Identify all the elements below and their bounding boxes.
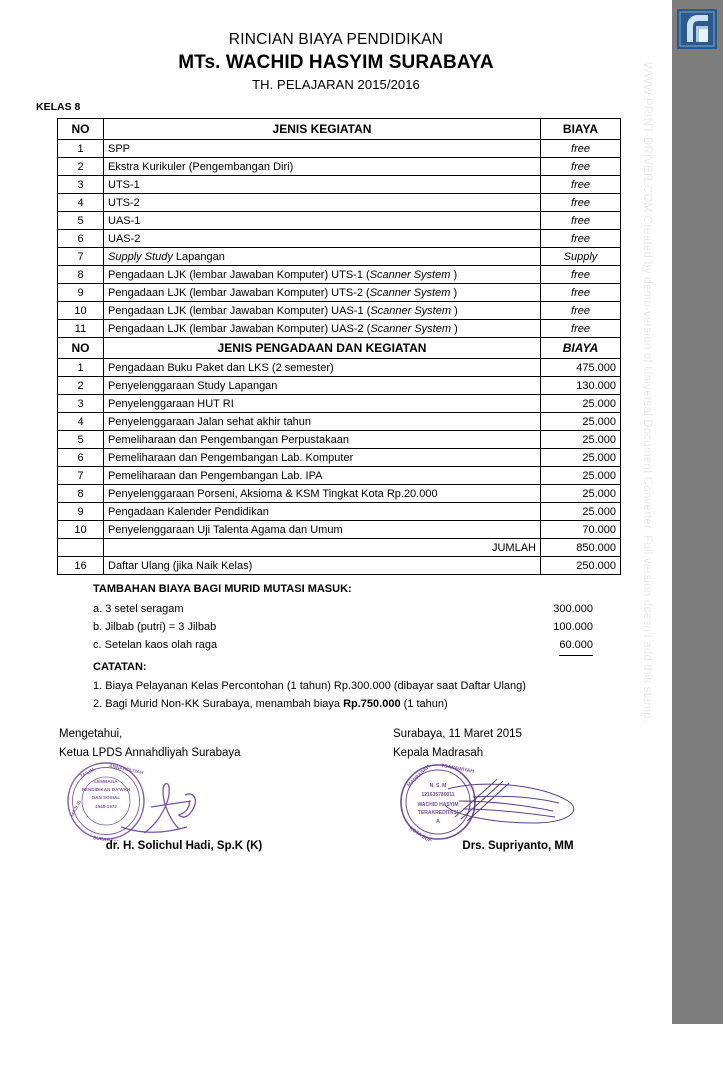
table-row xyxy=(58,212,621,230)
row-amount: free xyxy=(541,302,621,320)
row-description: Penyelenggaraan HUT RI xyxy=(104,395,541,413)
row-number: 2 xyxy=(58,158,104,176)
extra-fee-row xyxy=(93,618,593,636)
table-row xyxy=(58,431,621,449)
row-number: 9 xyxy=(58,284,104,302)
row-amount: Supply xyxy=(541,248,621,266)
fee-table xyxy=(57,118,621,575)
svg-text:A: A xyxy=(436,819,440,825)
row-amount: free xyxy=(541,194,621,212)
column-header-biaya: BIAYA xyxy=(541,338,621,359)
document-header xyxy=(0,0,672,94)
notes-title: CATATAN: xyxy=(93,661,147,673)
table-row xyxy=(58,467,621,485)
column-header-no: NO xyxy=(58,338,104,359)
row-amount: free xyxy=(541,284,621,302)
signature-left-line-2: Ketua LPDS Annahdliyah Surabaya xyxy=(59,747,241,759)
table-row xyxy=(58,158,621,176)
table-row xyxy=(58,557,621,575)
watermark-message: Created by demo-version of Universal Document Converter. Full version doesn't add this stamp. xyxy=(641,215,653,723)
table-row xyxy=(58,302,621,320)
row-description: UAS-2 xyxy=(104,230,541,248)
svg-text:MAJLIS: MAJLIS xyxy=(70,800,84,818)
table-row xyxy=(58,395,621,413)
svg-text:TERAKREDITASI: TERAKREDITASI xyxy=(417,810,459,816)
column-header-desc: JENIS KEGIATAN xyxy=(104,119,541,140)
row-description: Pemeliharaan dan Pengembangan Lab. IPA xyxy=(104,467,541,485)
table-row xyxy=(58,266,621,284)
table-row xyxy=(58,359,621,377)
svg-text:KOTA SURABAYA: KOTA SURABAYA xyxy=(407,825,447,841)
row-description: Penyelenggaraan Porseni, Aksioma & KSM Tingkat Kota Rp.20.000 xyxy=(104,485,541,503)
signature-right-line-2: Kepala Madrasah xyxy=(393,747,484,759)
table-row xyxy=(58,194,621,212)
row-amount: 25.000 xyxy=(541,413,621,431)
row-number: 9 xyxy=(58,503,104,521)
row-number: 3 xyxy=(58,176,104,194)
row-number: 10 xyxy=(58,302,104,320)
signature-block-right xyxy=(393,725,643,852)
row-number: 6 xyxy=(58,449,104,467)
row-number: 1 xyxy=(58,359,104,377)
row-number: 7 xyxy=(58,467,104,485)
watermark-url: WWW.PRINT-DRIVER.COM xyxy=(641,62,653,213)
row-description: SPP xyxy=(104,140,541,158)
row-description: UAS-1 xyxy=(104,212,541,230)
row-number: 11 xyxy=(58,320,104,338)
svg-text:N. S. M: N. S. M xyxy=(429,783,447,789)
note-2-text-a: 2. Bagi Murid Non-KK Surabaya, menambah biaya xyxy=(93,698,344,710)
extra-fee-amount: 300.000 xyxy=(553,603,593,615)
svg-text:WACHID HASYIM: WACHID HASYIM xyxy=(417,802,459,808)
column-header-biaya: BIAYA xyxy=(541,119,621,140)
table-row xyxy=(58,521,621,539)
extra-fee-amount: 60.000 xyxy=(559,636,593,656)
signature-block-left xyxy=(59,725,309,852)
class-label: KELAS 8 xyxy=(36,101,81,113)
row-description: Penyelenggaraan Uji Talenta Agama dan Umum xyxy=(104,521,541,539)
row-amount: free xyxy=(541,176,621,194)
table-header-row-1 xyxy=(58,119,621,140)
table-row xyxy=(58,449,621,467)
row-description: Penyelenggaraan Study Lapangan xyxy=(104,377,541,395)
row-amount: 130.000 xyxy=(541,377,621,395)
official-stamp-left xyxy=(59,761,309,841)
row-description: Pengadaan LJK (lembar Jawaban Komputer) UTS-2 (Scanner System ) xyxy=(104,284,541,302)
row-number: 8 xyxy=(58,485,104,503)
row-number: 8 xyxy=(58,266,104,284)
row-description: Daftar Ulang (jika Naik Kelas) xyxy=(104,557,541,575)
row-description: Pengadaan Buku Paket dan LKS (2 semester) xyxy=(104,359,541,377)
extra-fee-row xyxy=(93,600,593,618)
row-amount: 475.000 xyxy=(541,359,621,377)
row-number: 10 xyxy=(58,521,104,539)
row-description: Pemeliharaan dan Pengembangan Lab. Komputer xyxy=(104,449,541,467)
signature-left-line-1: Mengetahui, xyxy=(59,728,123,740)
svg-text:1948-1972: 1948-1972 xyxy=(95,804,117,809)
extra-fee-label: b. Jilbab (putri) = 3 Jilbab xyxy=(93,621,217,633)
header-line-3: TH. PELAJARAN 2015/2016 xyxy=(252,77,420,92)
table-row xyxy=(58,485,621,503)
row-description: Ekstra Kurikuler (Pengembangan Diri) xyxy=(104,158,541,176)
total-label: JUMLAH xyxy=(104,539,541,557)
row-description: Pengadaan LJK (lembar Jawaban Komputer) UAS-2 (Scanner System ) xyxy=(104,320,541,338)
row-amount: 25.000 xyxy=(541,467,621,485)
official-stamp-right xyxy=(393,761,643,841)
table-row xyxy=(58,140,621,158)
note-2-amount: Rp.750.000 xyxy=(343,698,401,710)
extra-fees-block xyxy=(93,583,593,713)
table-row xyxy=(58,230,621,248)
row-amount: 25.000 xyxy=(541,449,621,467)
table-header-row-2 xyxy=(58,338,621,359)
row-number: 3 xyxy=(58,395,104,413)
table-row xyxy=(58,503,621,521)
row-number: 5 xyxy=(58,212,104,230)
table-row xyxy=(58,377,621,395)
extra-fee-row xyxy=(93,636,593,656)
table-row xyxy=(58,176,621,194)
row-amount: free xyxy=(541,158,621,176)
total-row-number xyxy=(58,539,104,557)
header-line-2: MTs. WACHID HASYIM SURABAYA xyxy=(178,52,494,73)
row-amount: free xyxy=(541,212,621,230)
svg-text:TSANAWIYAH: TSANAWIYAH xyxy=(440,763,475,775)
svg-text:DAN SOSIAL: DAN SOSIAL xyxy=(91,795,121,800)
row-amount: 250.000 xyxy=(541,557,621,575)
row-description: Pengadaan Kalender Pendidikan xyxy=(104,503,541,521)
row-number: 1 xyxy=(58,140,104,158)
row-number: 16 xyxy=(58,557,104,575)
signature-left-name: dr. H. Solichul Hadi, Sp.K (K) xyxy=(105,840,263,852)
row-amount: free xyxy=(541,320,621,338)
table-row xyxy=(58,284,621,302)
table-row xyxy=(58,248,621,266)
column-header-desc: JENIS PENGADAAN DAN KEGIATAN xyxy=(104,338,541,359)
row-amount: free xyxy=(541,140,621,158)
row-description: UTS-1 xyxy=(104,176,541,194)
row-description: Penyelenggaraan Jalan sehat akhir tahun xyxy=(104,413,541,431)
extra-fee-label: a. 3 setel seragam xyxy=(93,603,184,615)
note-item-2 xyxy=(93,695,593,713)
row-number: 4 xyxy=(58,413,104,431)
svg-text:TA'LIM: TA'LIM xyxy=(79,768,96,780)
row-amount: 25.000 xyxy=(541,485,621,503)
signature-right-line-1: Surabaya, 11 Maret 2015 xyxy=(393,728,522,740)
svg-text:MADRASAH: MADRASAH xyxy=(406,763,432,789)
row-number: 4 xyxy=(58,194,104,212)
svg-text:LEMBAGA: LEMBAGA xyxy=(94,779,118,784)
row-amount: 70.000 xyxy=(541,521,621,539)
signature-area xyxy=(0,725,672,865)
svg-text:PENDIDIKAN DA'WAH: PENDIDIKAN DA'WAH xyxy=(81,787,131,792)
row-amount: 25.000 xyxy=(541,503,621,521)
extra-fee-amount: 100.000 xyxy=(553,621,593,633)
column-header-no: NO xyxy=(58,119,104,140)
header-line-1: RINCIAN BIAYA PENDIDIKAN xyxy=(228,31,444,48)
row-number: 7 xyxy=(58,248,104,266)
svg-text:121635780011: 121635780011 xyxy=(421,792,455,798)
note-2-text-c: (1 tahun) xyxy=(400,698,448,710)
row-number: 6 xyxy=(58,230,104,248)
svg-text:ANNAHDLIYAH: ANNAHDLIYAH xyxy=(108,764,144,777)
udc-logo-icon xyxy=(677,9,717,49)
row-description: Supply Study Lapangan xyxy=(104,248,541,266)
row-description: Pemeliharaan dan Pengembangan Perpustakaan xyxy=(104,431,541,449)
table-row xyxy=(58,320,621,338)
total-row xyxy=(58,539,621,557)
svg-text:SURABAYA: SURABAYA xyxy=(92,836,120,841)
extra-fee-label: c. Setelan kaos olah raga xyxy=(93,639,218,651)
table-row xyxy=(58,413,621,431)
row-amount: 25.000 xyxy=(541,395,621,413)
row-amount: free xyxy=(541,266,621,284)
total-amount: 850.000 xyxy=(541,539,621,557)
signature-right-name: Drs. Supriyanto, MM xyxy=(462,840,574,852)
row-description: Pengadaan LJK (lembar Jawaban Komputer) UAS-1 (Scanner System ) xyxy=(104,302,541,320)
row-number: 2 xyxy=(58,377,104,395)
watermark-sidebar xyxy=(641,0,723,1024)
extra-fees-title: TAMBAHAN BIAYA BAGI MURID MUTASI MASUK: xyxy=(93,583,352,595)
row-amount: free xyxy=(541,230,621,248)
row-number: 5 xyxy=(58,431,104,449)
row-amount: 25.000 xyxy=(541,431,621,449)
watermark-text xyxy=(621,58,672,1082)
note-item-1: 1. Biaya Pelayanan Kelas Percontohan (1 tahun) Rp.300.000 (dibayar saat Daftar Ulang) xyxy=(93,680,526,692)
row-description: UTS-2 xyxy=(104,194,541,212)
row-description: Pengadaan LJK (lembar Jawaban Komputer) UTS-1 (Scanner System ) xyxy=(104,266,541,284)
